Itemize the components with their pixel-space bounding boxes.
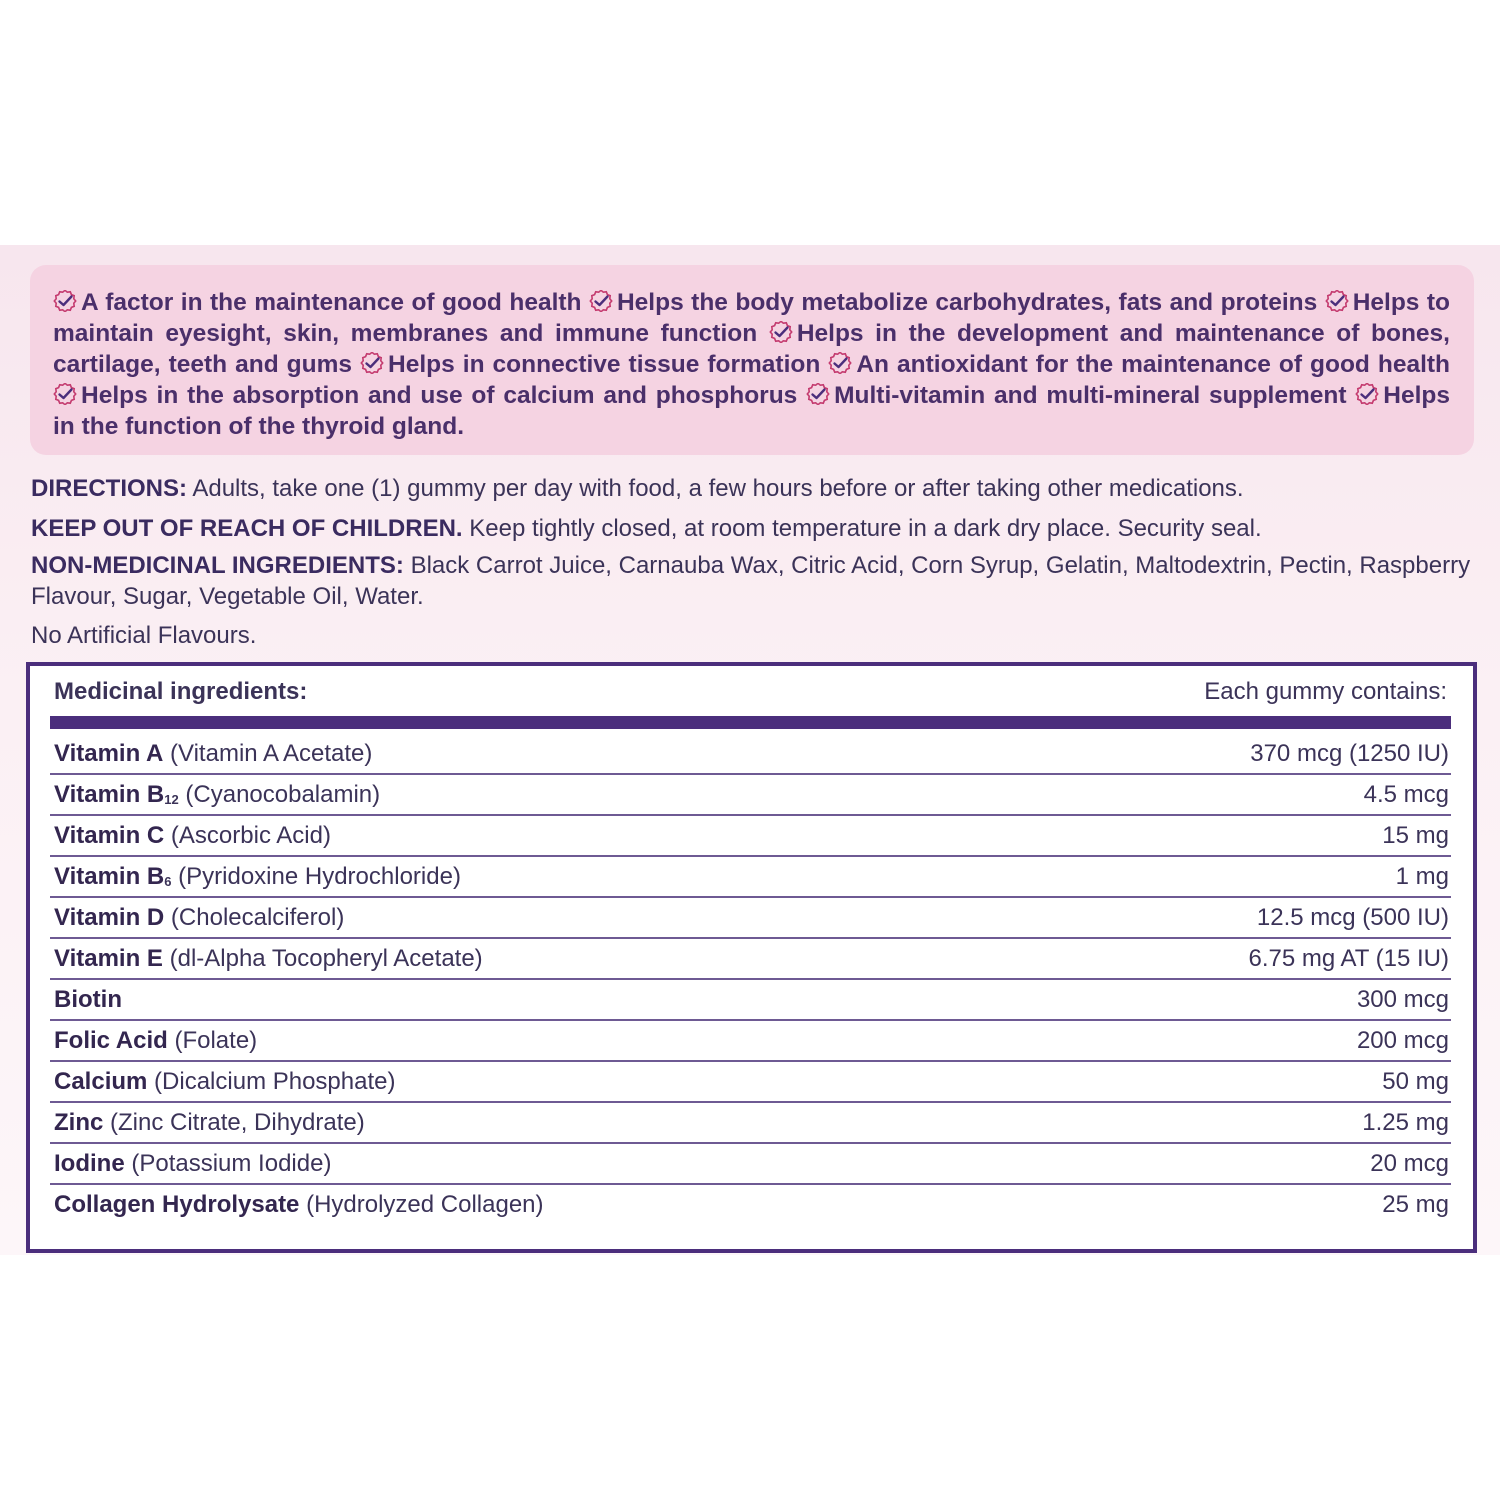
ingredient-amount: 12.5 mcg (500 IU) (1256, 904, 1449, 931)
table-header (54, 678, 1447, 708)
directions-label: DIRECTIONS: (31, 475, 187, 502)
check-badge-icon (53, 383, 77, 405)
directions-line (31, 473, 1481, 504)
table-row (50, 816, 1451, 857)
ingredient-source: (Cholecalciferol) (170, 904, 345, 931)
ingredient-name (54, 1021, 257, 1060)
header-each-gummy: Each gummy contains: (1204, 678, 1447, 705)
table-row (50, 1185, 1451, 1226)
ingredient-source: (Hydrolyzed Collagen) (306, 1191, 544, 1218)
check-badge-icon (1325, 290, 1349, 312)
table-row (50, 734, 1451, 775)
non-medicinal-label: NON-MEDICINAL INGREDIENTS: (31, 552, 404, 579)
medicinal-ingredients-table (26, 662, 1477, 1253)
ingredient-title: Folic Acid (54, 1027, 168, 1054)
claim-item: Helps in the development and maintenance of bones, cartilage, teeth and gums (53, 320, 1450, 378)
claim-item: Helps in the absorption and use of calcium and phosphorus (53, 382, 797, 409)
ingredient-title: Zinc (54, 1109, 104, 1136)
non-medicinal-text: Black Carrot Juice, Carnauba Wax, Citric Acid, Corn Syrup, Gelatin, Maltodextrin, Pectin, Raspberry Flavour, Sugar, Vegetable Oil, Water. (31, 552, 1471, 610)
ingredient-name (54, 898, 344, 937)
ingredient-title: Vitamin B (54, 781, 165, 808)
ingredient-amount: 300 mcg (1356, 986, 1449, 1013)
health-claims-text (53, 287, 1450, 442)
ingredient-title: Vitamin D (54, 904, 165, 931)
ingredient-source: (Potassium Iodide) (131, 1150, 332, 1177)
ingredient-name (54, 939, 483, 978)
ingredient-name (54, 1062, 395, 1101)
check-badge-icon (589, 290, 613, 312)
product-label-panel (0, 245, 1500, 1255)
table-row (50, 1103, 1451, 1144)
ingredient-title: Biotin (54, 986, 122, 1013)
ingredient-amount: 200 mcg (1356, 1027, 1449, 1054)
ingredient-amount: 25 mg (1382, 1191, 1449, 1218)
ingredient-amount: 6.75 mg AT (15 IU) (1248, 945, 1449, 972)
no-artificial-flavours: No Artificial Flavours. (31, 622, 257, 649)
ingredient-title: Vitamin B (54, 863, 165, 890)
claim-item: An antioxidant for the maintenance of good health (828, 351, 1450, 378)
check-badge-icon (360, 352, 384, 374)
ingredient-name (54, 1144, 331, 1183)
ingredient-title: Vitamin A (54, 740, 164, 767)
ingredient-name (54, 734, 372, 773)
ingredient-name (54, 1103, 365, 1142)
ingredient-name (54, 857, 461, 901)
ingredient-source: (Vitamin A Acetate) (170, 740, 373, 767)
claim-item: Helps the body metabolize carbohydrates, fats and proteins (589, 289, 1317, 316)
table-row (50, 980, 1451, 1021)
table-row (50, 857, 1451, 898)
ingredient-name (54, 1185, 544, 1224)
ingredient-name (54, 816, 331, 855)
table-row (50, 775, 1451, 816)
table-row (50, 1021, 1451, 1062)
ingredient-amount: 15 mg (1382, 822, 1449, 849)
header-medicinal-ingredients: Medicinal ingredients: (54, 678, 308, 705)
table-row (50, 898, 1451, 939)
ingredient-rows (50, 734, 1451, 1226)
ingredient-source: (Dicalcium Phosphate) (154, 1068, 396, 1095)
table-row (50, 1144, 1451, 1185)
ingredient-source: (dl-Alpha Tocopheryl Acetate) (169, 945, 483, 972)
ingredient-title: Calcium (54, 1068, 148, 1095)
ingredient-source: (Folate) (174, 1027, 258, 1054)
warning-line (31, 513, 1481, 544)
ingredient-amount: 1 mg (1395, 863, 1449, 890)
check-badge-icon (806, 383, 830, 405)
check-badge-icon (828, 352, 852, 374)
check-badge-icon (769, 321, 793, 343)
health-claims-box (30, 265, 1474, 455)
ingredient-amount: 4.5 mcg (1363, 781, 1449, 808)
ingredient-name (54, 775, 380, 819)
ingredient-amount: 20 mcg (1370, 1150, 1449, 1177)
ingredient-source: (Pyridoxine Hydrochloride) (178, 863, 461, 890)
non-medicinal-ingredients (31, 550, 1481, 612)
check-badge-icon (1355, 383, 1379, 405)
ingredient-subscript: 6 (164, 874, 172, 889)
claim-item: Multi-vitamin and multi-mineral supplement (806, 382, 1346, 409)
check-badge-icon (53, 290, 77, 312)
directions-text: Adults, take one (1) gummy per day with food, a few hours before or after taking other medications. (192, 475, 1244, 502)
header-divider-bar (50, 716, 1451, 729)
ingredient-title: Vitamin E (54, 945, 163, 972)
ingredient-title: Iodine (54, 1150, 125, 1177)
claim-item: Helps in the function of the thyroid gland. (53, 382, 1451, 440)
ingredient-name (54, 980, 122, 1019)
table-row (50, 1062, 1451, 1103)
ingredient-title: Vitamin C (54, 822, 165, 849)
ingredient-subscript: 12 (164, 792, 179, 807)
ingredient-amount: 50 mg (1382, 1068, 1449, 1095)
table-row (50, 939, 1451, 980)
ingredient-source: (Zinc Citrate, Dihydrate) (110, 1109, 365, 1136)
ingredient-amount: 370 mcg (1250 IU) (1250, 740, 1449, 767)
ingredient-source: (Cyanocobalamin) (185, 781, 381, 808)
claim-item: Helps to maintain eyesight, skin, membranes and immune function (53, 289, 1451, 347)
claim-item: Helps in connective tissue formation (360, 351, 820, 378)
warning-text: Keep tightly closed, at room temperature in a dark dry place. Security seal. (469, 515, 1262, 542)
ingredient-amount: 1.25 mg (1362, 1109, 1449, 1136)
ingredient-source: (Ascorbic Acid) (170, 822, 331, 849)
warning-label: KEEP OUT OF REACH OF CHILDREN. (31, 515, 463, 542)
ingredient-title: Collagen Hydrolysate (54, 1191, 300, 1218)
claim-item: A factor in the maintenance of good health (53, 289, 582, 316)
